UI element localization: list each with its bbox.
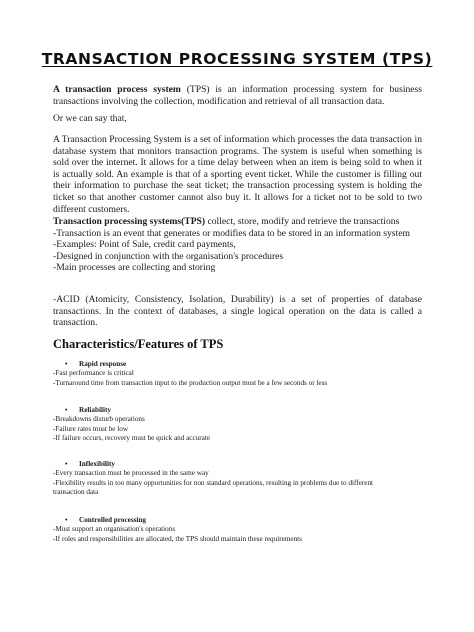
feature-controlled-processing — [53, 516, 433, 544]
intro-abbr: (TPS) — [186, 84, 210, 95]
feature-line: -Breakdowns disturb operations — [53, 415, 145, 424]
tps-block — [53, 216, 422, 274]
feature-rapid-response — [53, 360, 433, 388]
feature-line: -Every transaction must be processed in the same way — [53, 469, 209, 478]
feature-line: -Fast performance is critical — [53, 369, 134, 378]
feature-line: transaction data — [53, 488, 99, 497]
bullet-icon: • — [65, 460, 68, 468]
feature-reliability — [53, 406, 433, 444]
tps-line: -Transaction is an event that generates or modifies data to be stored in an information system — [53, 227, 410, 239]
feature-name: Inflexibility — [79, 460, 115, 468]
bullet-icon: • — [65, 360, 68, 368]
definition-paragraph: A Transaction Processing System is a set of information which processes the data transaction in database system that monitors transaction programs. The system is useful when something is sold over the internet. It allows for a time delay between when an item is being sold to when it is actually sold. An example is that of a sporting event ticket. While the customer is filling out their information to purchase the seat ticket; the transaction processing system is holding the ticket so that another customer cannot also buy it. It allows for a ticket not to be sold to two different customers. — [53, 134, 422, 215]
tps-lead-bold: Transaction processing systems(TPS) — [53, 216, 206, 227]
tps-lead-rest: collect, store, modify and retrieve the transactions — [205, 216, 400, 227]
page-title: TRANSACTION PROCESSING SYSTEM (TPS) — [41, 50, 433, 68]
or-say-line: Or we can say that, — [53, 113, 127, 124]
intro-rest: is an information processing system for business transactions involving the collection, modification and retrieval of all transaction data. — [53, 84, 423, 107]
feature-name: Controlled processing — [79, 516, 147, 524]
feature-line: -Must support an organisation's operations — [53, 525, 176, 534]
feature-name: Reliability — [79, 406, 111, 414]
feature-line: -If roles and responsibilities are allocated, the TPS should maintain these requirements — [53, 534, 302, 543]
tps-lead — [53, 216, 422, 228]
intro-paragraph — [53, 84, 422, 107]
bullet-icon: • — [65, 406, 68, 414]
feature-line: -Flexibility results in too many opportunities for non standard operations, resulting in problems due to different — [53, 478, 374, 487]
characteristics-heading: Characteristics/Features of TPS — [53, 337, 224, 351]
feature-name: Rapid response — [79, 360, 127, 368]
bullet-icon: • — [65, 516, 68, 524]
feature-line: -Turnaround time from transaction input to the production output must be a few seconds or less — [53, 378, 328, 387]
intro-term: A transaction process system — [53, 84, 181, 95]
tps-line: -Main processes are collecting and storing — [53, 262, 216, 274]
tps-line: -Examples: Point of Sale, credit card payments, — [53, 239, 236, 251]
tps-line: -Designed in conjunction with the organisation's procedures — [53, 250, 284, 262]
feature-line: -Failure rates must be low — [53, 424, 129, 433]
acid-paragraph: -ACID (Atomicity, Consistency, Isolation, Durability) is a set of properties of database transactions. In the context of databases, a single logical operation on the data is called a transaction. — [53, 294, 422, 329]
feature-line: -If failure occurs, recovery must be quick and accurate — [53, 434, 211, 443]
feature-inflexibility — [53, 460, 433, 498]
